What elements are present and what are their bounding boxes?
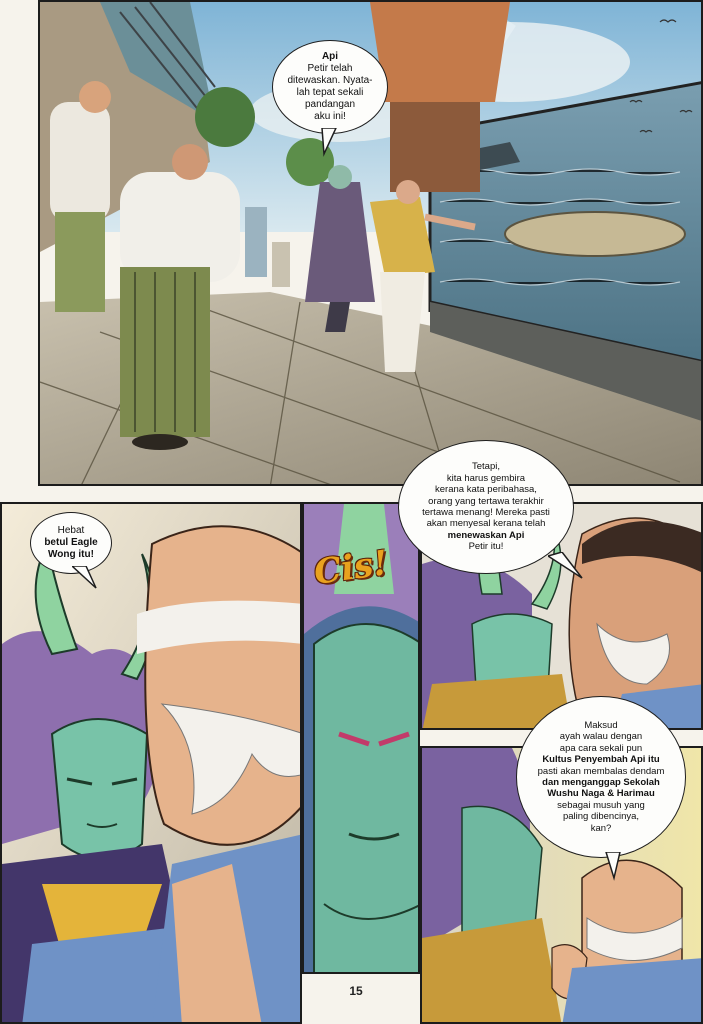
bubble-line: akan menyesal kerana telah (426, 518, 546, 530)
bubble-line: pandangan (304, 99, 356, 110)
bubble-line: Wushu Naga & Harimau (547, 788, 655, 800)
speech-bubble-api-petir (272, 40, 388, 134)
page-number: 15 (349, 984, 363, 998)
bubble-line: dan menganggap Sekolah (542, 777, 660, 788)
speech-bubble-maksud (516, 696, 686, 858)
bubble-line: tertawa menang! Mereka pasti (422, 507, 550, 518)
guard-figure-left (50, 81, 111, 312)
bubble-line: kita harus gembira (446, 472, 526, 484)
bubble-line: Wong itu! (48, 549, 94, 560)
sound-effect-cis: Cis! (311, 543, 391, 593)
bubble-line: orang yang tertawa terakhir (428, 495, 544, 507)
bubble-line: Petir telah (307, 63, 353, 74)
panel-demon-closeup (302, 502, 420, 974)
bubble-line: paling dibencinya, (562, 811, 640, 823)
bubble-line: kan? (590, 822, 612, 834)
bubble-line: lah tepat sekali (296, 87, 364, 98)
bubble-line: Hebat (57, 525, 85, 536)
bubble-tail (72, 566, 102, 596)
panel-elder-and-demon (0, 502, 302, 1024)
bubble-line: Petir itu! (468, 541, 504, 553)
speech-bubble-hebat (30, 512, 112, 574)
bubble-line: Kultus Penyembah Api itu (542, 754, 660, 766)
bubble-tail (318, 128, 348, 158)
bubble-line: aku ini! (314, 111, 346, 122)
elder-demon-art (2, 504, 302, 1024)
bubble-line: Api (321, 51, 339, 62)
bubble-line: sebagai musuh yang (557, 799, 645, 811)
bubble-line: pasti akan membalas dendam (537, 765, 665, 777)
bubble-line: betul Eagle (44, 537, 98, 548)
bubble-line: ayah walau dengan (559, 731, 643, 743)
bubble-line: Maksud (584, 720, 618, 732)
bubble-tail (548, 552, 588, 582)
bubble-line: ditewaskan. Nyata- (287, 75, 373, 86)
bubble-line: apa cara sekali pun (559, 742, 643, 754)
bubble-line: kerana kata peribahasa, (435, 484, 537, 496)
bubble-line: menewaskan Api (447, 529, 525, 541)
bubble-line: Tetapi, (471, 461, 500, 473)
bubble-tail (604, 852, 634, 882)
